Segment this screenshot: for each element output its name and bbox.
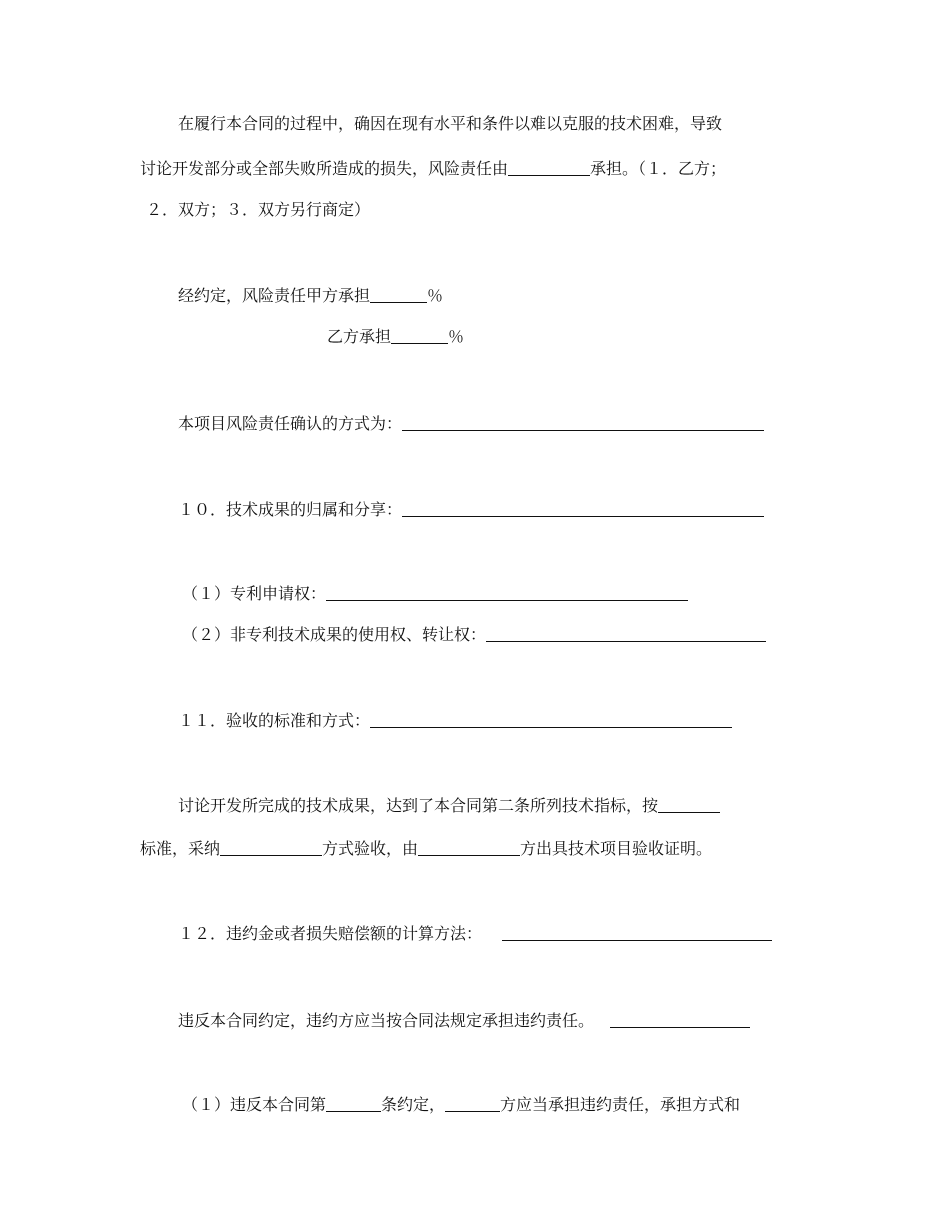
text: 乙方承担 — [327, 327, 392, 346]
acceptance-standard-blank[interactable] — [658, 796, 720, 813]
text: １０．技术成果的归属和分享： — [178, 500, 403, 519]
text: （２）非专利技术成果的使用权、转让权： — [182, 625, 487, 644]
risk-paragraph-line-3 — [146, 199, 370, 221]
item-10-1 — [182, 583, 688, 605]
text: ％ — [448, 327, 465, 346]
party-b-percent-blank[interactable] — [391, 327, 448, 344]
item-10-blank[interactable] — [402, 500, 764, 517]
item-11-heading — [178, 710, 732, 732]
text: 方出具技术项目验收证明。 — [520, 839, 713, 858]
non-patent-right-blank[interactable] — [486, 625, 766, 642]
text: ２．双方；３．双方另行商定） — [146, 200, 371, 219]
text: 违反本合同约定，违约方应当按合同法规定承担违约责任。 — [178, 1011, 595, 1030]
risk-bearer-blank[interactable] — [508, 159, 590, 176]
risk-confirm-blank[interactable] — [402, 414, 764, 431]
clause-number-blank[interactable] — [326, 1095, 381, 1112]
risk-split-party-b — [327, 326, 464, 348]
text: 讨论开发所完成的技术成果，达到了本合同第二条所列技术指标，按 — [178, 796, 659, 815]
text: 经约定，风险责任甲方承担 — [178, 286, 371, 305]
text: （１）违反本合同第 — [182, 1095, 327, 1114]
acceptance-line-2 — [140, 838, 712, 860]
breach-blank[interactable] — [610, 1011, 750, 1028]
text: １２．违约金或者损失赔偿额的计算方法： — [178, 924, 483, 943]
risk-paragraph-line-1 — [178, 113, 722, 135]
text: ％ — [427, 286, 444, 305]
text: 方式验收，由 — [322, 839, 419, 858]
breaching-party-blank[interactable] — [445, 1095, 500, 1112]
text: （１）专利申请权： — [182, 584, 327, 603]
risk-split-party-a — [178, 285, 443, 307]
breach-1-line — [182, 1094, 740, 1116]
acceptance-line-1 — [178, 795, 720, 817]
text: 本项目风险责任确认的方式为： — [178, 414, 403, 433]
text: １１．验收的标准和方式： — [178, 711, 371, 730]
item-10-heading — [178, 499, 764, 521]
risk-paragraph-line-2 — [140, 158, 726, 180]
text: 讨论开发部分或全部失败所造成的损失，风险责任由 — [140, 159, 509, 178]
text: 在履行本合同的过程中，确因在现有水平和条件以难以克服的技术困难，导致 — [178, 114, 723, 133]
certifying-party-blank[interactable] — [418, 839, 520, 856]
party-a-percent-blank[interactable] — [370, 286, 427, 303]
text: 条约定， — [381, 1095, 446, 1114]
text: 标准，采纳 — [140, 839, 221, 858]
text: 承担。（１．乙方； — [590, 159, 727, 178]
item-10-2 — [182, 624, 766, 646]
acceptance-method-blank[interactable] — [220, 839, 322, 856]
risk-confirm-line — [178, 413, 764, 435]
patent-right-blank[interactable] — [326, 584, 688, 601]
text: 方应当承担违约责任，承担方式和 — [500, 1095, 741, 1114]
breach-line — [178, 1010, 750, 1032]
item-11-blank[interactable] — [370, 711, 732, 728]
item-12-heading — [178, 923, 772, 945]
item-12-blank[interactable] — [502, 924, 772, 941]
